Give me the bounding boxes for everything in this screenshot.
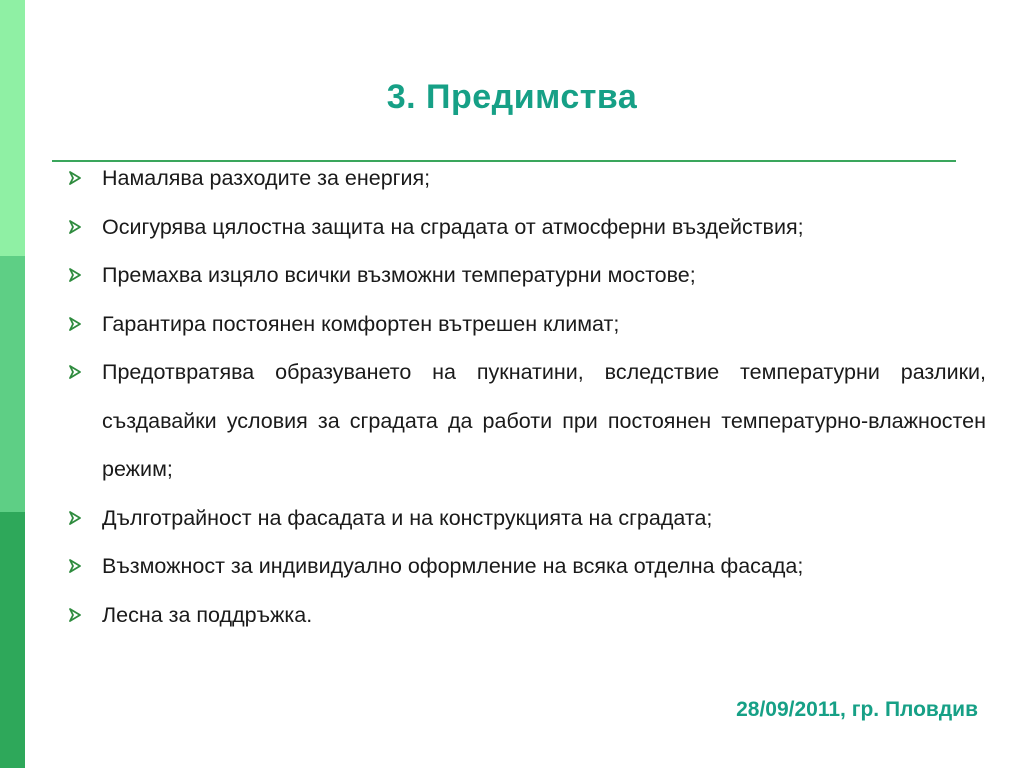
arrow-bullet-icon xyxy=(68,203,88,251)
bullet-text: Лесна за поддръжка. xyxy=(102,602,313,627)
arrow-bullet-icon xyxy=(68,542,88,590)
footer-date-location: 28/09/2011, гр. Пловдив xyxy=(736,698,978,721)
arrow-bullet-icon xyxy=(68,494,88,542)
bullet-list xyxy=(68,154,986,639)
bullet-item xyxy=(68,591,986,640)
sidebar-band-dark xyxy=(0,512,25,768)
arrow-bullet-icon xyxy=(68,591,88,639)
slide-title: 3. Предимства xyxy=(386,78,638,116)
bullet-text: Гарантира постоянен комфортен вътрешен климат; xyxy=(102,311,620,336)
bullet-text: Дълготрайност на фасадата и на конструкцията на сградата; xyxy=(102,505,713,530)
bullet-item xyxy=(68,251,986,300)
bullet-text: Предотвратява образуването на пукнатини, вследствие температурни разлики, създавайки условия за сградата да работи при постоянен температурно-влажностен режим; xyxy=(102,360,986,481)
arrow-bullet-icon xyxy=(68,154,88,202)
arrow-bullet-icon xyxy=(68,300,88,348)
bullet-text: Осигурява цялостна защита на сградата от атмосферни въздействия; xyxy=(102,214,804,239)
bullet-item xyxy=(68,494,986,543)
bullet-item xyxy=(68,203,986,252)
bullet-text: Възможност за индивидуално оформление на всяка отделна фасада; xyxy=(102,554,804,578)
bullet-text: Премахва изцяло всички възможни температурни мостове; xyxy=(102,263,696,287)
sidebar-band-medium xyxy=(0,256,25,512)
arrow-bullet-icon xyxy=(68,251,88,299)
bullet-item xyxy=(68,300,986,349)
bullet-item xyxy=(68,542,986,591)
sidebar-band-light xyxy=(0,0,25,256)
bullet-text: Намалява разходите за енергия; xyxy=(102,166,431,190)
arrow-bullet-icon xyxy=(68,348,88,396)
bullet-item xyxy=(68,154,986,203)
bullet-item xyxy=(68,348,986,494)
